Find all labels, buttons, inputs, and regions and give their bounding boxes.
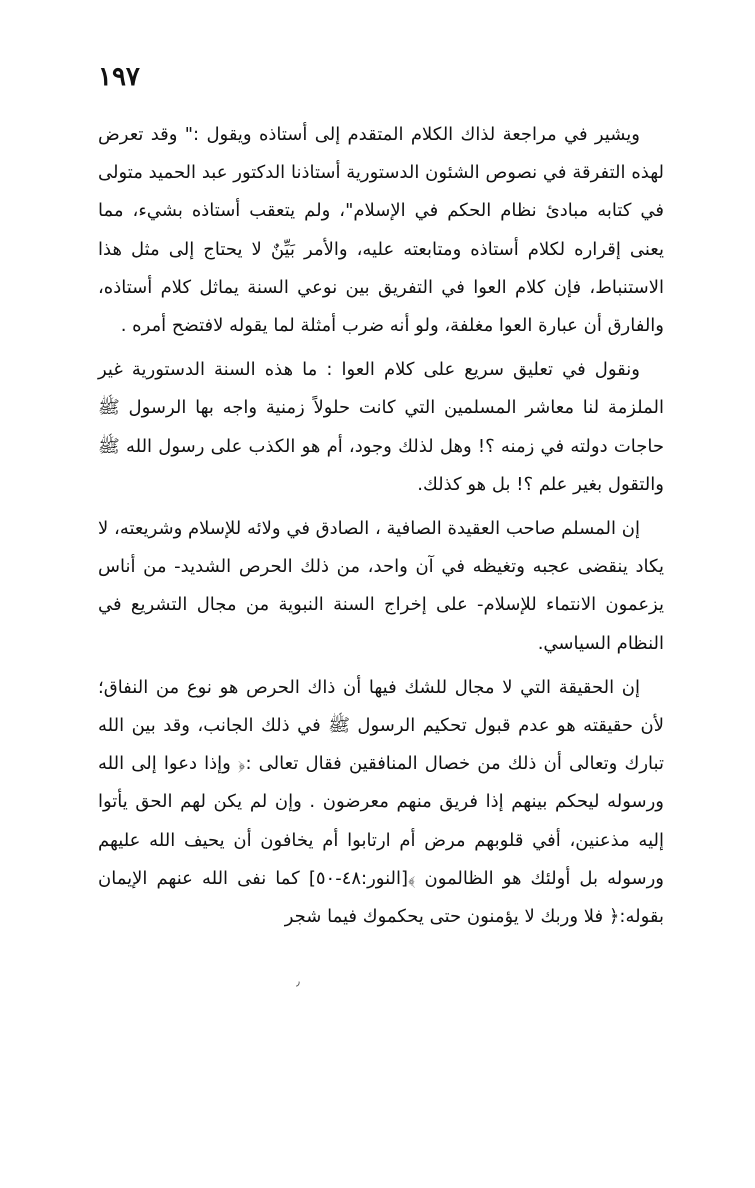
paragraph-4: إن الحقيقة التي لا مجال للشك فيها أن ذاك الحرص هو نوع من النفاق؛ لأن حقيقته هو عدم قبول تحكيم الرسول ﷺ في ذلك الجانب، وقد بين الله تبارك وتعالى أن ذلك من خصال المنافقين فقال تعالى :﴿ وإذا دعوا إلى الله ورسوله ليحكم بينهم إذا فريق منهم معرضون . وإن لم يكن لهم الحق يأتوا إليه مذعنين، أفي قلوبهم مرض أم ارتابوا أم يخافون أن يحيف الله عليهم ورسوله بل أولئك هو الظالمون ﴾[النور:٤٨-٥٠] كما نفى الله عنهم الإيمان بقوله:﴿ فلا وربك لا يؤمنون حتى يحكموك فيما شجر bbox=[98, 676, 664, 928]
page-number: ١٩٧ bbox=[98, 62, 140, 92]
paragraph-3: إن المسلم صاحب العقيدة الصافية ، الصادق في ولائه للإسلام وشريعته، لا يكاد ينقضى عجبه وتغيظه في آن واحد، من ذلك الحرص الشديد- من أناس يزعمون الانتماء للإسلام- على إخراج السنة النبوية من مجال التشريع في النظام السياسي. bbox=[98, 518, 664, 654]
paragraph-2: ونقول في تعليق سريع على كلام العوا : ما هذه السنة الدستورية غير الملزمة لنا معاشر المسلمين التي كانت حلولاً زمنية واجه بها الرسول ﷺ حاجات دولته في زمنه ؟! وهل لذلك وجود، أم هو الكذب على رسول الله ﷺ والتقول بغير علم ؟! بل هو كذلك. bbox=[98, 359, 664, 495]
paragraph-1: ويشير في مراجعة لذاك الكلام المتقدم إلى أستاذه ويقول :" وقد تعرض لهذه التفرقة في نصوص الشئون الدستورية أستاذنا الدكتور عبد الحميد متولى في كتابه مبادئ نظام الحكم في الإسلام"، ولم يتعقب أستاذه بشيء، مما يعنى إقراره لكلام أستاذه ومتابعته عليه، والأمر بَيِّنٌ لا يحتاج إلى مثل هذا الاستنباط، فإن كلام العوا في التفريق بين نوعي السنة يماثل كلام أستاذه، والفارق أن عبارة العوا مغلفة، ولو أنه ضرب أمثلة لما يقوله لافتضح أمره . bbox=[98, 124, 664, 337]
stray-mark: ٫ bbox=[296, 974, 300, 988]
body-text bbox=[98, 116, 664, 936]
